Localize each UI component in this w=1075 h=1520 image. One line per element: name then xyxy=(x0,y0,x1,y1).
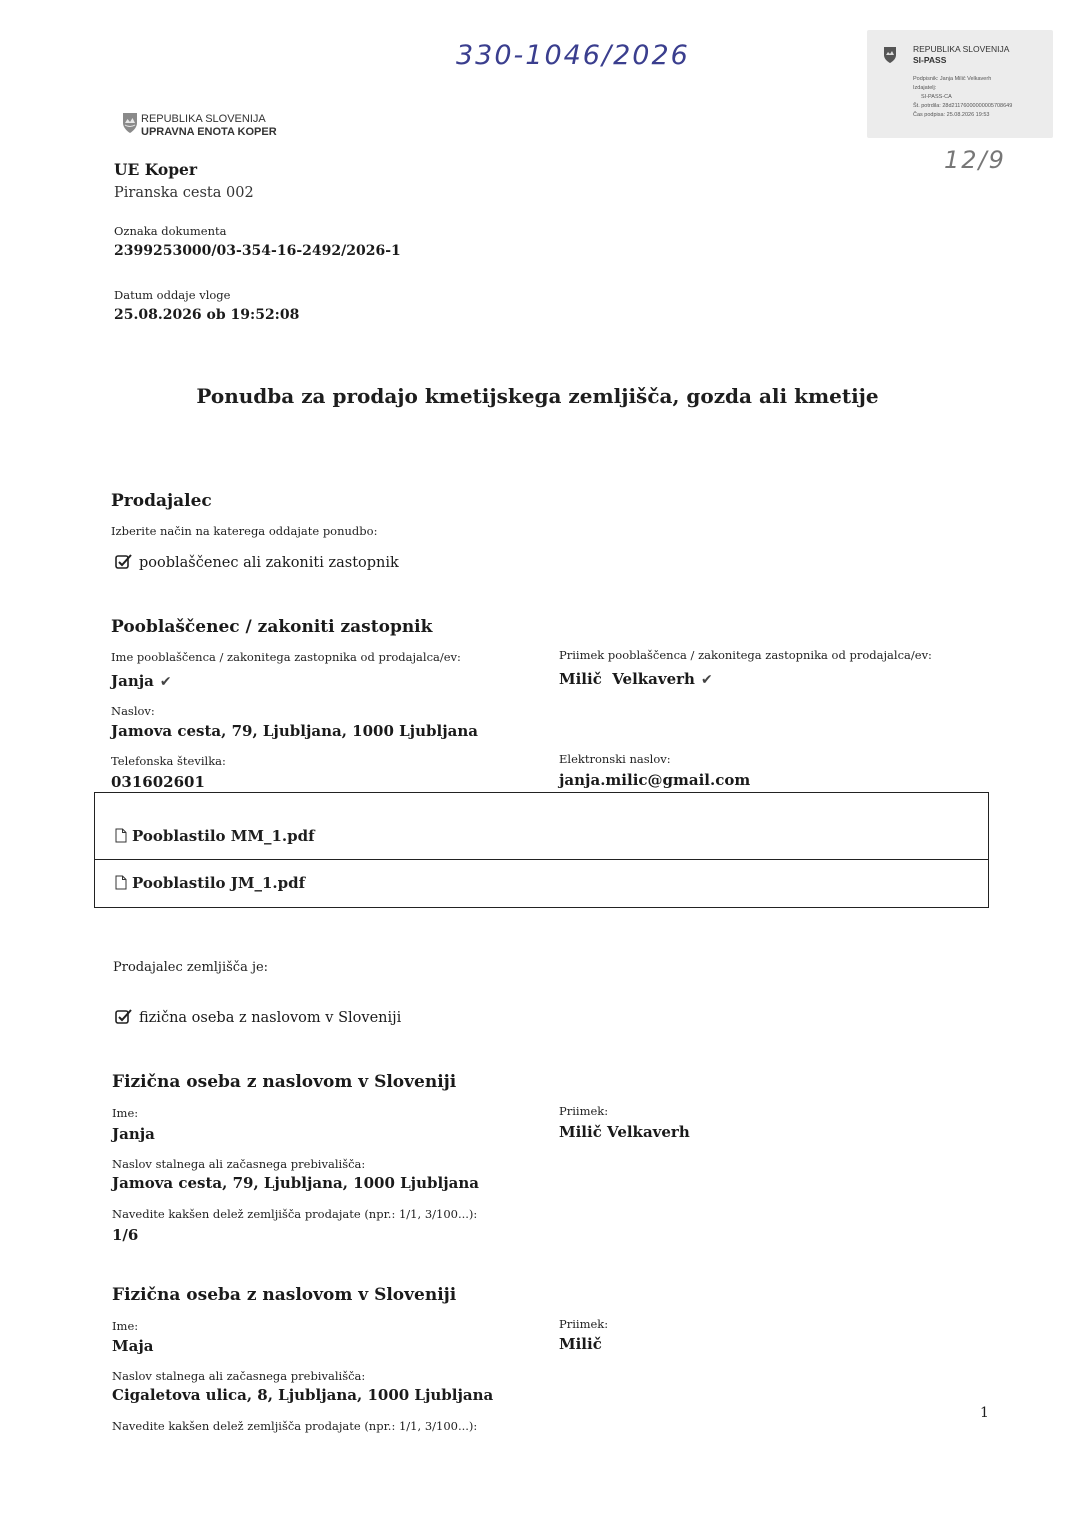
attachment-link[interactable] xyxy=(115,874,305,892)
seller-type-option[interactable] xyxy=(115,1008,401,1026)
proxy-last-name-value: Milič Velkaverh xyxy=(559,670,695,688)
checked-checkbox-icon[interactable] xyxy=(115,1008,133,1025)
page-number: 1 xyxy=(980,1405,989,1421)
person-share-label: Navedite kakšen delež zemljišča prodajate (npr.: 1/1, 3/100...): xyxy=(112,1419,478,1433)
seller-type-label: Prodajalec zemljišča je: xyxy=(113,960,269,975)
person-last-name-label: Priimek: xyxy=(559,1317,609,1331)
person-share: 1/6 xyxy=(112,1226,139,1244)
proxy-phone: 031602601 xyxy=(111,773,205,791)
stamp-signer: Podpisnik: Janja Milič Velkaverh xyxy=(913,76,992,82)
seller-type-option-label: fizična oseba z naslovom v Sloveniji xyxy=(139,1010,402,1026)
seller-mode-option[interactable] xyxy=(115,553,399,571)
attachment-row[interactable] xyxy=(95,859,988,906)
person-address-label: Naslov stalnega ali začasnega prebivališča: xyxy=(112,1157,366,1171)
person-address: Jamova cesta, 79, Ljubljana, 1000 Ljubljana xyxy=(112,1174,479,1192)
person-address-label: Naslov stalnega ali začasnega prebivališča: xyxy=(112,1369,366,1383)
signature-stamp xyxy=(867,30,1053,138)
header-country: REPUBLIKA SLOVENIJA xyxy=(141,113,266,125)
stamp-service: SI-PASS xyxy=(913,55,947,65)
stamp-issuer-label: Izdajatelj: xyxy=(913,85,937,91)
person-address: Cigaletova ulica, 8, Ljubljana, 1000 Ljubljana xyxy=(112,1386,494,1404)
proxy-first-name-value: Janja xyxy=(111,672,154,690)
stamp-org: REPUBLIKA SLOVENIJA xyxy=(913,44,1010,54)
attachment-name: Pooblastilo MM_1.pdf xyxy=(132,827,315,845)
proxy-last-name xyxy=(559,670,713,688)
submission-date: 25.08.2026 ob 19:52:08 xyxy=(114,307,300,323)
office-name: UE Koper xyxy=(114,160,198,179)
file-icon xyxy=(115,828,127,843)
verified-check-icon: ✔ xyxy=(159,674,172,690)
coat-of-arms-icon xyxy=(883,46,897,64)
proxy-last-name-label: Priimek pooblaščenca / zakonitega zastopnika od prodajalca/ev: xyxy=(559,648,932,662)
seller-mode-label: Izberite način na katerega oddajate ponudbo: xyxy=(111,524,378,538)
proxy-address: Jamova cesta, 79, Ljubljana, 1000 Ljubljana xyxy=(111,722,478,740)
proxy-email: janja.milic@gmail.com xyxy=(559,771,751,789)
stamp-cert-number: Št. potrdila: 28d21176000000005708649 xyxy=(913,103,1013,109)
proxy-first-name xyxy=(111,672,172,690)
person-first-name: Maja xyxy=(112,1337,154,1355)
proxy-first-name-label: Ime pooblaščenca / zakonitega zastopnika od prodajalca/ev: xyxy=(111,650,461,664)
seller-heading: Prodajalec xyxy=(111,491,212,511)
attachment-row[interactable] xyxy=(95,813,988,859)
handwritten-page-ratio: 12/9 xyxy=(944,146,1006,174)
proxy-address-label: Naslov: xyxy=(111,704,155,718)
file-icon xyxy=(115,875,127,890)
seller-mode-option-label: pooblaščenec ali zakoniti zastopnik xyxy=(139,555,399,571)
page-title: Ponudba za prodajo kmetijskega zemljišča, gozda ali kmetije xyxy=(196,384,879,408)
submission-date-label: Datum oddaje vloge xyxy=(114,288,231,302)
coat-of-arms-icon xyxy=(122,112,138,134)
stamp-issuer: SI-PASS-CA xyxy=(921,94,952,100)
checked-checkbox-icon[interactable] xyxy=(115,553,133,570)
verified-check-icon: ✔ xyxy=(700,672,713,688)
attachment-name: Pooblastilo JM_1.pdf xyxy=(132,874,306,892)
document-code-label: Oznaka dokumenta xyxy=(114,224,227,238)
person-share-label: Navedite kakšen delež zemljišča prodajate (npr.: 1/1, 3/100...): xyxy=(112,1207,478,1221)
person-first-name-label: Ime: xyxy=(112,1319,139,1333)
attachment-link[interactable] xyxy=(115,827,315,845)
person-last-name-label: Priimek: xyxy=(559,1104,609,1118)
person-first-name: Janja xyxy=(112,1125,155,1143)
person-last-name: Milič xyxy=(559,1335,602,1353)
attachments-box xyxy=(94,792,989,908)
proxy-heading: Pooblaščenec / zakoniti zastopnik xyxy=(111,617,433,637)
proxy-email-label: Elektronski naslov: xyxy=(559,752,671,766)
proxy-phone-label: Telefonska številka: xyxy=(111,754,226,768)
document-code: 2399253000/03-354-16-2492/2026-1 xyxy=(114,243,401,259)
person-last-name: Milič Velkaverh xyxy=(559,1123,690,1141)
handwritten-file-number: 330-1046/2026 xyxy=(456,40,690,71)
person-heading: Fizična oseba z naslovom v Sloveniji xyxy=(112,1285,457,1305)
person-heading: Fizična oseba z naslovom v Sloveniji xyxy=(112,1072,457,1092)
stamp-sign-time: Čas podpisa: 25.08.2026 19:53 xyxy=(913,112,990,118)
header-unit: UPRAVNA ENOTA KOPER xyxy=(141,126,277,138)
person-first-name-label: Ime: xyxy=(112,1106,139,1120)
office-address: Piranska cesta 002 xyxy=(114,185,254,201)
